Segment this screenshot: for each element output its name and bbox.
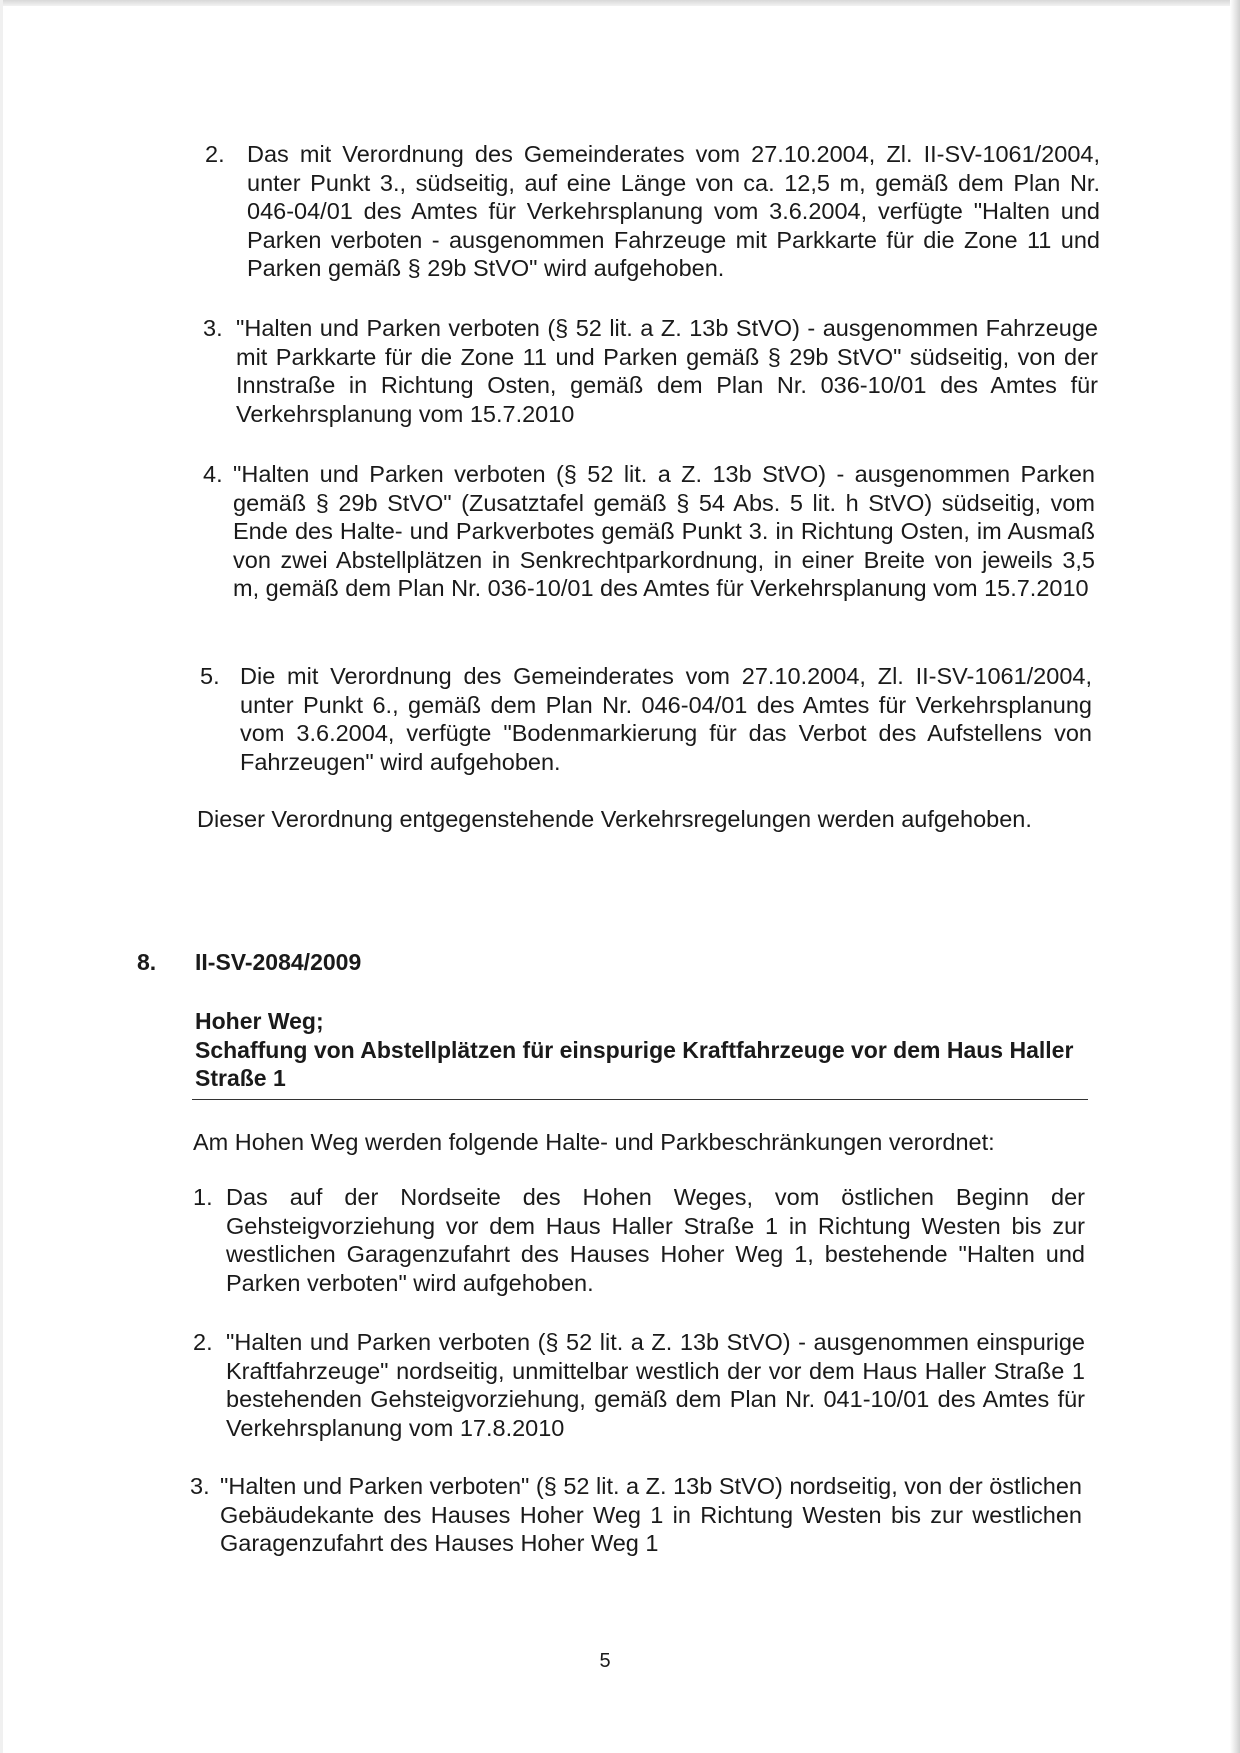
list-item [203,460,1095,635]
list-item-text: "Halten und Parken verboten (§ 52 lit. a Z. 13b StVO) - ausgenommen Fahrzeuge mit Parkkarte für die Zone 11 und Parken gemäß § 29b StVO" südseitig, von der Innstraße in Richtung Osten, gemäß dem Plan Nr. 036-10/01 des Amtes für Verkehrsplanung vom 15.7.2010 [236,315,1098,427]
list-item-text: "Halten und Parken verboten" (§ 52 lit. a Z. 13b StVO) nordseitig, von der östlichen Gebäudekante des Hauses Hoher Weg 1 in Richtung Westen bis zur westlichen Garagenzufahrt des Hauses Hoher Weg 1 [220,1473,1082,1556]
list-item-text: "Halten und Parken verboten (§ 52 lit. a Z. 13b StVO) - ausgenommen einspurige Kraftfahrzeuge" nordseitig, unmittelbar westlich der vor dem Haus Haller Straße 1 bestehenden Gehsteigvorziehung, gemäß dem Plan Nr. 041-10/01 des Amtes für Verkehrsplanung vom 17.8.2010 [226,1329,1085,1441]
list-item [200,662,1092,782]
list-item [205,140,1100,285]
list-item-text: Das mit Verordnung des Gemeinderates vom 27.10.2004, Zl. II-SV-1061/2004, unter Punkt 3., südseitig, auf eine Länge von ca. 12,5 m, gemäß dem Plan Nr. 046-04/01 des Amtes für Verkehrsplanung vom 3.6.2004, verfügte "Halten und Parken verboten - ausgenommen Fahrzeuge mit Parkkarte für die Zone 11 und Parken gemäß § 29b StVO" wird aufgehoben. [247,141,1100,281]
list-item-number: 4. [203,461,223,487]
page-number: 5 [599,1650,611,1672]
list-item-number: 1. [193,1184,213,1210]
list-item-number: 3. [190,1473,210,1499]
section-reference: II-SV-2084/2009 [195,949,362,975]
section-intro: Am Hohen Weg werden folgende Halte- und Parkbeschränkungen verordnet: [193,1129,995,1155]
list-item-text: Das auf der Nordseite des Hohen Weges, vom östlichen Beginn der Gehsteigvorziehung vor dem Haus Haller Straße 1 in Richtung Westen bis zur westlichen Garagenzufahrt des Hauses Hoher Weg 1, bestehende "Halten und Parken verboten" wird aufgehoben. [226,1184,1085,1296]
list-item-number: 3. [203,315,223,341]
list-item-number: 2. [205,141,225,167]
list-item-number: 2. [193,1329,213,1355]
closing-paragraph: Dieser Verordnung entgegenstehende Verkehrsregelungen werden aufgehoben. [197,806,1032,832]
list-item [193,1328,1085,1448]
list-item-number: 5. [200,663,220,689]
list-item [193,1183,1085,1303]
section-divider [192,1099,1088,1100]
section-subject-title: Hoher Weg; [195,1008,324,1034]
list-item [203,314,1098,434]
list-item-text: Die mit Verordnung des Gemeinderates vom 27.10.2004, Zl. II-SV-1061/2004, unter Punkt 6., gemäß dem Plan Nr. 046-04/01 des Amtes für Verkehrsplanung vom 3.6.2004, verfügte "Bodenmarkierung für das Verbot des Aufstellens von Fahrzeugen" wird aufgehoben. [240,663,1092,775]
section-number: 8. [137,949,157,975]
list-item-text: "Halten und Parken verboten (§ 52 lit. a Z. 13b StVO) - ausgenommen Parken gemäß § 29b StVO" (Zusatztafel gemäß § 54 Abs. 5 lit. h StVO) südseitig, vom Ende des Halte- und Parkverbotes gemäß Punkt 3. in Richtung Osten, im Ausmaß von zwei Abstellplätzen in Senkrechtparkordnung, in einer Breite von jeweils 3,5 m, gemäß dem Plan Nr. 036-10/01 des Amtes für Verkehrsplanung vom 15.7.2010 [233,461,1095,601]
list-item [190,1472,1082,1562]
section-subject-description: Schaffung von Abstellplätzen für einspurige Kraftfahrzeuge vor dem Haus Haller Straße 1 [195,1037,1074,1091]
